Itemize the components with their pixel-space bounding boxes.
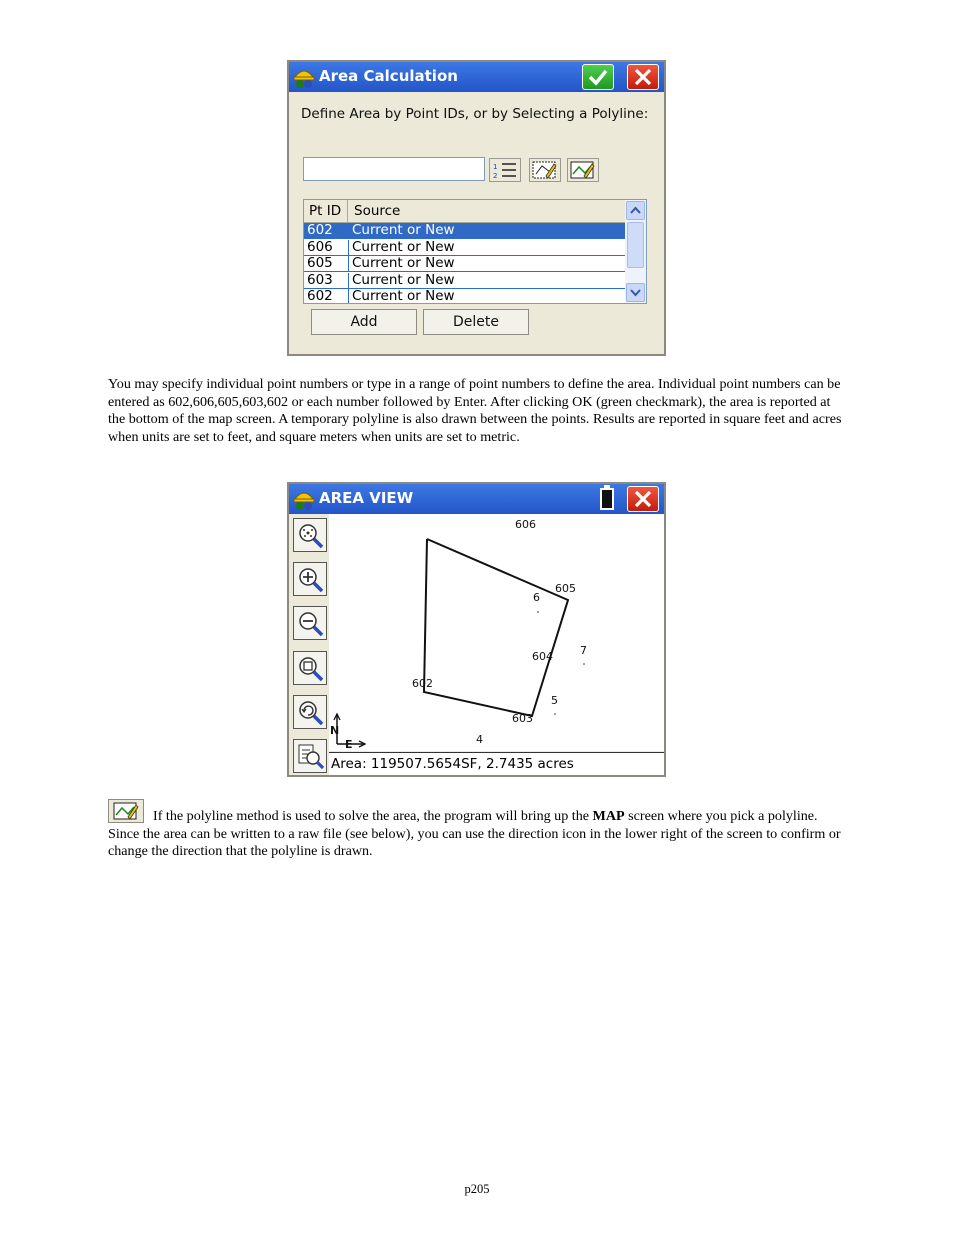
point-label: 604 [532,650,553,663]
edit-polyline-button[interactable] [567,158,599,182]
pt-id-cell: 602 [307,222,333,238]
zoom-out-button[interactable] [293,606,327,640]
title-bar [289,484,664,514]
pt-id-cell: 602 [307,288,333,304]
point-label: 6 [533,591,540,604]
scroll-up-button[interactable] [626,201,645,220]
point-marker [583,663,585,665]
source-cell: Current or New [352,222,455,238]
prompt-text: Define Area by Point IDs, or by Selecting a Polyline: [301,106,649,122]
zoom-out-icon [296,609,326,639]
east-label: E [345,738,353,751]
delete-button[interactable]: Delete [423,309,529,335]
zoom-in-button[interactable] [293,562,327,596]
select-polyline-icon [532,160,558,180]
svg-text:2: 2 [493,172,498,180]
point-label: 602 [412,677,433,690]
list-header [304,200,626,223]
point-label: 603 [512,712,533,725]
point-marker [554,713,556,715]
zoom-in-icon [296,565,326,595]
app-logo-icon [292,487,316,511]
column-header-pt-id[interactable]: Pt ID [304,200,348,222]
north-label: N [330,724,340,737]
map-canvas[interactable] [329,514,664,751]
checkmark-icon [588,68,608,86]
list-item[interactable] [304,240,626,256]
app-logo-icon [292,65,316,89]
area-view-window [287,482,666,777]
body-paragraph-1: You may specify individual point numbers or type in a range of point numbers to define the area. Individual point numbers can be entered as 602,606,605,603,602 or each number followed by Enter. After clicking OK (green checkmark), the area is reported at the bottom of the map screen. A temporary polyline is also drawn between the points. Results are reported in square feet and acres when units are set to feet, and square meters when units are set to metric. [108,376,842,445]
column-header-source[interactable]: Source [354,203,401,219]
point-label: 606 [515,518,536,531]
column-divider [348,256,349,272]
point-list[interactable] [303,199,647,304]
source-cell: Current or New [352,238,455,255]
close-button[interactable] [627,64,659,90]
add-button[interactable]: Add [311,309,417,335]
title-bar [289,62,664,92]
close-icon [633,490,653,508]
edit-polyline-icon [570,160,596,180]
zoom-previous-icon [296,698,326,728]
area-status-bar: Area: 119507.5654SF, 2.7435 acres [329,752,664,775]
zoom-toolbar [289,514,329,775]
zoom-window-button[interactable] [293,651,327,685]
window-title: Area Calculation [319,67,458,85]
ok-button[interactable] [582,64,614,90]
body-paragraph-2 [108,808,848,861]
north-arrow [330,714,365,751]
pt-id-cell: 605 [307,255,333,271]
map-keyword: MAP [592,808,625,824]
paragraph-2-text-a: If the polyline method is used to solve the area, the program will bring up the [153,808,593,824]
list-icon [492,160,518,180]
point-label: 605 [555,582,576,595]
zoom-extents-button[interactable] [293,518,327,552]
zoom-object-icon [296,742,326,772]
source-cell: Current or New [352,288,455,304]
area-polyline [424,539,568,716]
window-title: AREA VIEW [319,489,414,507]
svg-text:1: 1 [493,163,498,171]
source-cell: Current or New [352,271,455,288]
scroll-down-button[interactable] [626,283,645,302]
scroll-thumb[interactable] [627,222,644,268]
column-divider [348,289,349,304]
point-label: 5 [551,694,558,707]
map-drawing [329,514,664,751]
zoom-extents-icon [296,521,326,551]
list-item[interactable] [304,223,626,239]
zoom-previous-button[interactable] [293,695,327,729]
source-cell: Current or New [352,255,455,271]
list-item[interactable] [304,273,626,289]
area-calculation-window [287,60,666,356]
point-label: 4 [476,733,483,746]
page-number: p205 [464,1182,490,1196]
point-id-input[interactable] [303,157,485,181]
list-item[interactable] [304,289,626,304]
paragraph-2-text-b: screen where you pick a polyline. Since the area can be written to a raw file (see below), you can use the direction icon in the lower right of the screen to confirm or change the direction that the polyline is drawn. [108,808,841,860]
pt-id-cell: 603 [307,271,333,288]
close-button[interactable] [627,486,659,512]
zoom-window-icon [296,654,326,684]
battery-icon [600,488,614,510]
point-label: 7 [580,644,587,657]
column-divider [348,273,349,289]
column-divider [348,223,349,239]
vertical-scrollbar[interactable] [625,200,646,303]
close-icon [633,68,653,86]
select-polyline-button[interactable] [529,158,561,182]
pt-id-cell: 606 [307,238,333,255]
chevron-down-icon [627,284,644,301]
column-divider [348,240,349,256]
point-marker [537,611,539,613]
chevron-up-icon [627,202,644,219]
point-list-button[interactable] [489,158,521,182]
zoom-object-button[interactable] [293,739,327,773]
list-item[interactable] [304,256,626,272]
